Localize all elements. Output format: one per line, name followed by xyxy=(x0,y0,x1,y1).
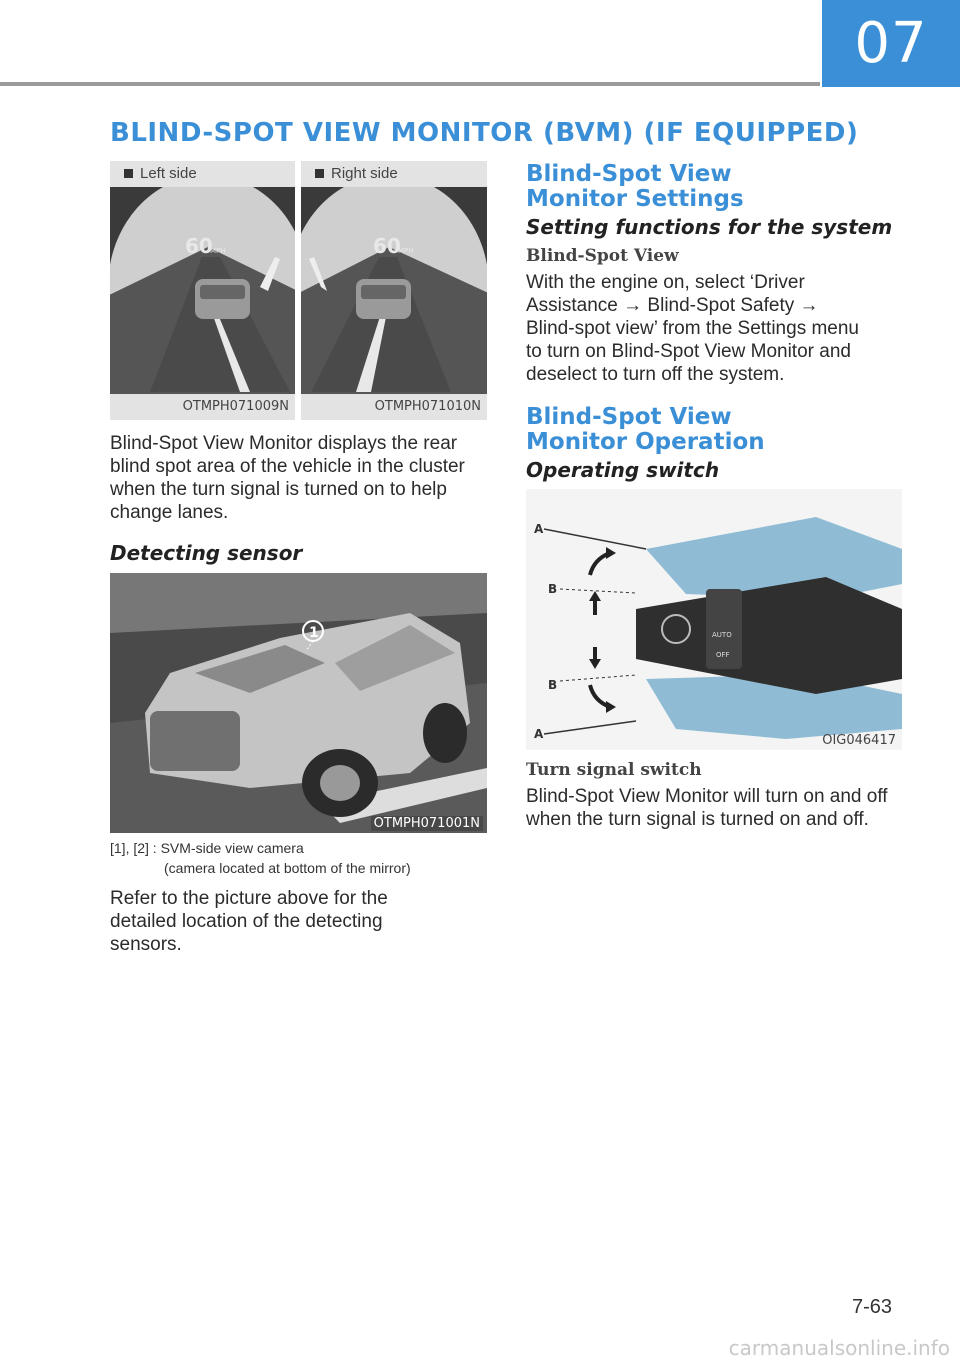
turn-signal-heading: Turn signal switch xyxy=(526,760,702,780)
page-number: 7-63 xyxy=(851,1296,892,1318)
figure-right-side-code: OTMPH071010N xyxy=(301,394,487,420)
settings-heading: Blind-Spot View Monitor Settings xyxy=(526,161,744,212)
speed-readout: 60 xyxy=(373,234,401,258)
figure-left-side-label: Left side xyxy=(140,165,197,182)
figure-detecting-sensor xyxy=(110,573,487,833)
figure-left-side-code: OTMPH071009N xyxy=(110,394,295,420)
header-rule xyxy=(0,82,820,86)
lever-mark-off: OFF xyxy=(716,651,730,659)
operating-switch-heading: Operating switch xyxy=(526,458,720,482)
turn-signal-paragraph: Blind-Spot View Monitor will turn on and off when the turn signal is turned on and off. xyxy=(526,786,888,830)
speed-unit: MPH xyxy=(210,247,226,255)
left-side-view-image xyxy=(110,187,295,394)
label-a-top: A xyxy=(534,522,544,536)
figure-left-side xyxy=(110,161,295,420)
figure-left-side-header xyxy=(110,161,295,187)
setting-functions-heading: Setting functions for the system xyxy=(526,215,893,239)
figure-sensor-code: OTMPH071001N xyxy=(371,816,483,831)
turn-signal-lever-image xyxy=(526,489,902,750)
figure-operating-switch xyxy=(526,489,902,750)
detecting-sensor-heading: Detecting sensor xyxy=(110,541,303,565)
sensor-caption-line1: [1], [2] : SVM-side view camera xyxy=(110,840,304,856)
intro-paragraph: Blind-Spot View Monitor displays the rear blind spot area of the vehicle in the cluster when the turn signal is turned on to help change lanes. xyxy=(110,433,465,523)
lever-mark-auto: AUTO xyxy=(712,631,732,639)
figure-right-side-label: Right side xyxy=(331,165,398,182)
figure-switch-code: OIG046417 xyxy=(822,733,896,748)
label-a-bottom: A xyxy=(534,727,544,741)
figure-right-side xyxy=(301,161,487,420)
vehicle-sensor-image xyxy=(110,573,487,833)
section-title: BLIND-SPOT VIEW MONITOR (BVM) (IF EQUIPPED) xyxy=(110,118,859,148)
blind-spot-view-paragraph: With the engine on, select ‘Driver Assistance → Blind-Spot Safety → Blind-spot view’ from the Settings menu to turn on Blind-Spot View Monitor and deselect to turn off the system. xyxy=(526,272,860,385)
label-b-bottom: B xyxy=(548,678,558,692)
square-bullet-icon xyxy=(315,169,324,178)
square-bullet-icon xyxy=(124,169,133,178)
chapter-tab: 07 xyxy=(822,0,960,87)
sensor-marker: 1 xyxy=(309,625,319,641)
blind-spot-view-heading: Blind-Spot View xyxy=(526,246,679,266)
figure-right-side-header xyxy=(301,161,487,187)
speed-readout: 60 xyxy=(185,234,213,258)
right-side-view-image xyxy=(301,187,487,394)
refer-paragraph: Refer to the picture above for the detailed location of the detecting sensors. xyxy=(110,888,388,955)
watermark: carmanualsonline.info xyxy=(728,1336,950,1360)
operation-heading: Blind-Spot View Monitor Operation xyxy=(526,404,765,455)
sensor-caption-line2: (camera located at bottom of the mirror) xyxy=(164,860,411,876)
label-b-top: B xyxy=(548,582,558,596)
speed-unit: MPH xyxy=(398,247,414,255)
